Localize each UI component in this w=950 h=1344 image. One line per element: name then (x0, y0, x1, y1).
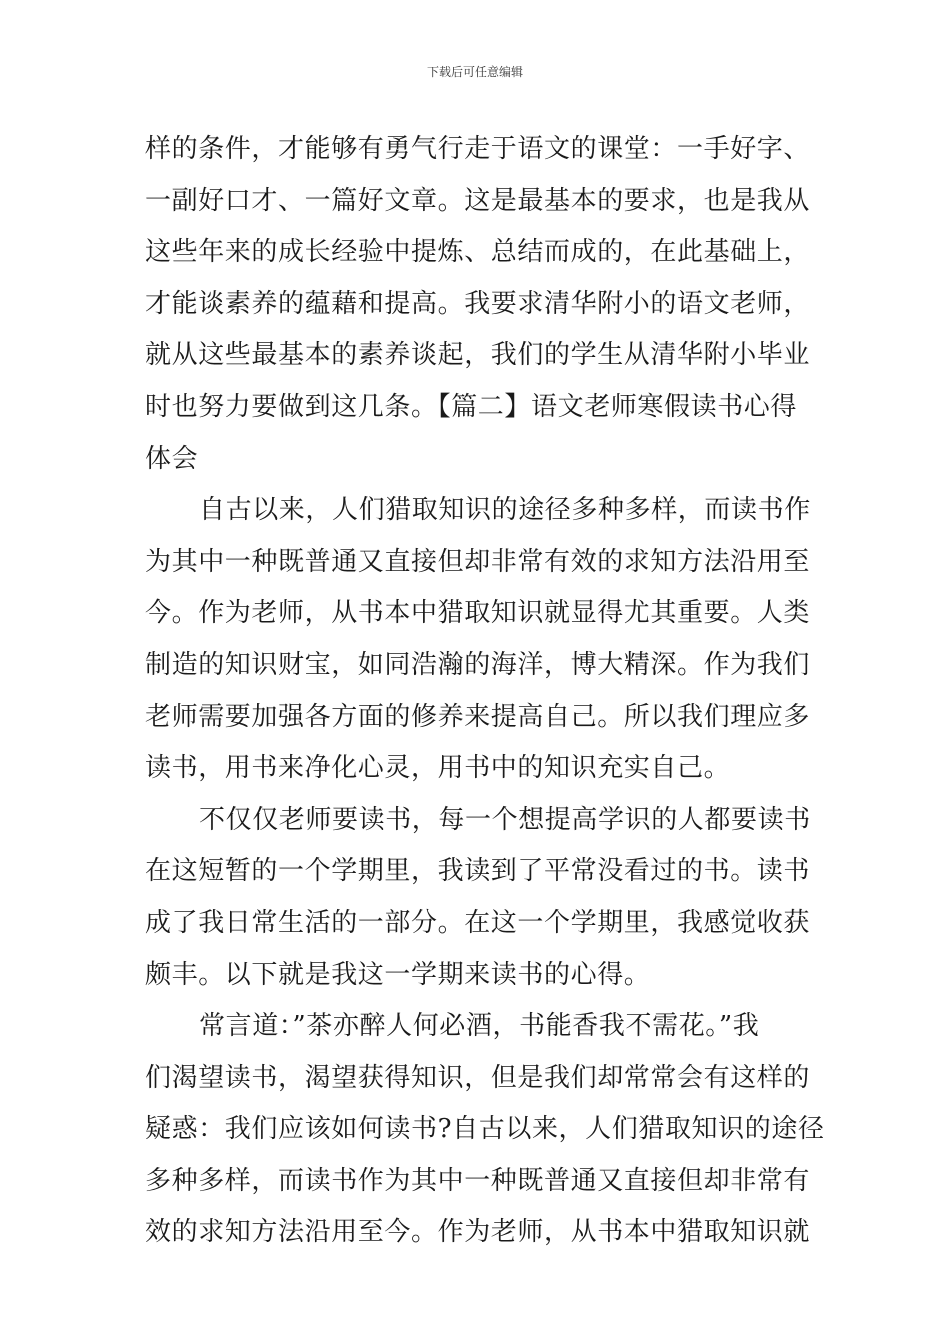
text-line: 不仅仅老师要读书，每一个想提高学识的人都要读书 (199, 804, 811, 835)
text-line: 成了我日常生活的一部分。在这一个学期里，我感觉收获 (145, 907, 811, 938)
text-line: 为其中一种既普通又直接但却非常有效的求知方法沿用至 (145, 546, 811, 577)
paragraph-3 (145, 795, 811, 1001)
text-line: 今。作为老师，从书本中猎取知识就显得尤其重要。人类 (145, 598, 811, 629)
text-line: 自古以来，人们猎取知识的途径多种多样，而读书作 (199, 495, 811, 526)
text-line: 样的条件，才能够有勇气行走于语文的课堂：一手好字、 (145, 134, 811, 164)
text-line: 读书，用书来净化心灵，用书中的知识充实自己。 (145, 753, 731, 784)
text-line: 常言道：”茶亦醉人何必酒，书能香我不需花。”我 (199, 1011, 760, 1042)
text-line: 一副好口才、一篇好文章。这是最基本的要求，也是我从 (145, 185, 811, 216)
text-line: 制造的知识财宝，如同浩瀚的海洋，博大精深。作为我们 (145, 649, 811, 680)
text-line: 在这短暂的一个学期里，我读到了平常没看过的书。读书 (145, 856, 811, 887)
document-body (145, 124, 825, 1259)
page-header (0, 64, 950, 80)
text-line: 多种多样，而读书作为其中一种既普通又直接但却非常有 (145, 1165, 811, 1196)
text-line: 才能谈素养的蕴藉和提高。我要求清华附小的语文老师， (145, 288, 811, 319)
text-line: 就从这些最基本的素养谈起，我们的学生从清华附小毕业 (145, 340, 811, 371)
paragraph-4 (145, 1001, 825, 1259)
header-text: 下载后可任意编辑 (426, 65, 523, 79)
text-line: 颇丰。以下就是我这一学期来读书的心得。 (145, 959, 651, 990)
text-line: 这些年来的成长经验中提炼、总结而成的，在此基础上， (145, 237, 811, 268)
text-line: 效的求知方法沿用至今。作为老师，从书本中猎取知识就 (145, 1217, 811, 1248)
paragraph-1 (145, 124, 811, 485)
text-line: 们渴望读书，渴望获得知识，但是我们却常常会有这样的 (145, 1062, 811, 1093)
paragraph-2 (145, 485, 811, 795)
text-line: 老师需要加强各方面的修养来提高自己。所以我们理应多 (145, 701, 811, 732)
text-line: 体会 (145, 443, 199, 474)
text-line: 疑惑：我们应该如何读书?自古以来，人们猎取知识的途径 (145, 1114, 825, 1145)
text-line: 时也努力要做到这几条。【篇二】语文老师寒假读书心得 (145, 391, 798, 422)
